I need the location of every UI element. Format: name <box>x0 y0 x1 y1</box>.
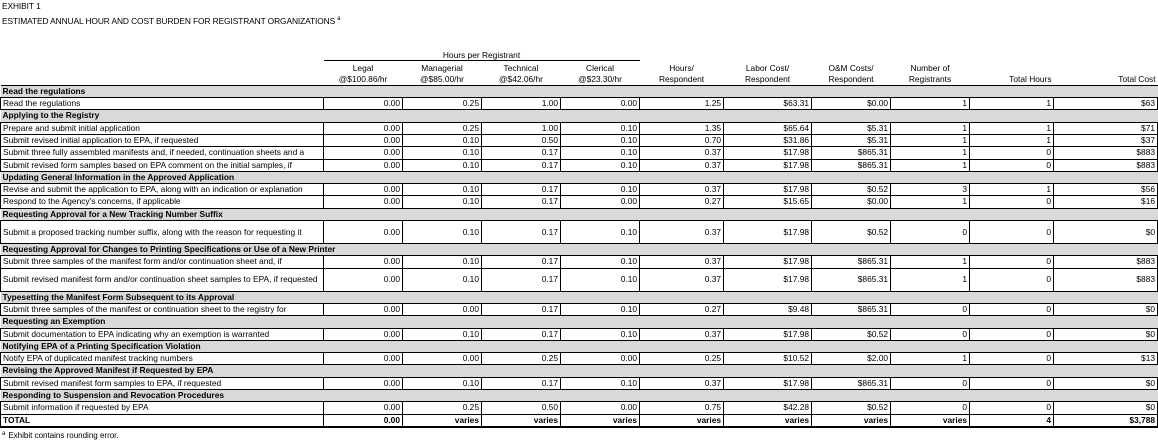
table-cell: $883 <box>1054 147 1158 159</box>
table-cell: 0.37 <box>640 328 724 340</box>
table-cell: 0.00 <box>324 196 403 208</box>
table-row <box>1 268 1158 291</box>
table-cell: 0 <box>970 159 1054 171</box>
section-title: Typesetting the Manifest Form Subsequent to its Approval <box>1 291 1158 303</box>
table-cell: 1 <box>891 159 970 171</box>
table-cell: 1 <box>970 98 1054 110</box>
table-cell: $865.31 <box>812 256 891 268</box>
section-header-row <box>1 291 1158 303</box>
section-title: Updating General Information in the Approved Application <box>1 171 1158 183</box>
table-cell: 3 <box>891 184 970 196</box>
table-cell: 0 <box>970 196 1054 208</box>
table-cell: 0 <box>970 303 1054 315</box>
column-header <box>640 60 724 85</box>
table-cell: varies <box>561 414 640 427</box>
table-cell: $63 <box>1054 98 1158 110</box>
table-cell: $0.52 <box>812 402 891 414</box>
table-cell: 1 <box>891 147 970 159</box>
table-cell: 0.10 <box>561 377 640 389</box>
column-header <box>724 60 812 85</box>
table-cell: 0.25 <box>482 353 561 365</box>
table-cell: 0.10 <box>403 184 482 196</box>
table-row <box>1 184 1158 196</box>
table-cell: 0.37 <box>640 268 724 291</box>
row-label: Submit a proposed tracking number suffix, along with the reason for requesting it <box>1 221 324 244</box>
table-cell: 0.37 <box>640 184 724 196</box>
table-cell: $17.98 <box>724 377 812 389</box>
row-label: Submit three samples of the manifest form and/or continuation sheet and, if <box>1 256 324 268</box>
section-header-row <box>1 340 1158 352</box>
column-header-line1: O&M Costs/ <box>828 62 874 73</box>
table-row <box>1 353 1158 365</box>
section-title: Requesting an Exemption <box>1 316 1158 328</box>
section-title: Applying to the Registry <box>1 110 1158 122</box>
exhibit-label: EXHIBIT 1 <box>2 1 41 11</box>
table-cell: varies <box>482 414 561 427</box>
table-cell: 0 <box>891 221 970 244</box>
table-cell: 4 <box>970 414 1054 427</box>
table-cell: 0.00 <box>324 256 403 268</box>
footnote-marker: a <box>2 430 6 437</box>
burden-table <box>0 49 1158 428</box>
section-title: Read the regulations <box>1 85 1158 97</box>
footnote <box>0 431 1137 440</box>
table-row <box>1 134 1158 146</box>
table-cell: 1 <box>891 256 970 268</box>
table-cell: 1.00 <box>482 98 561 110</box>
table-cell: varies <box>403 414 482 427</box>
section-header-row <box>1 316 1158 328</box>
table-cell: 0.00 <box>324 377 403 389</box>
table-cell: 0.10 <box>403 147 482 159</box>
column-header-line1: Hours/ <box>669 62 694 73</box>
table-cell: 0.25 <box>403 98 482 110</box>
table-cell: 1 <box>970 122 1054 134</box>
table-cell: 0.00 <box>324 147 403 159</box>
total-label: TOTAL <box>1 414 324 427</box>
table-cell: 0.70 <box>640 134 724 146</box>
table-cell: 0.00 <box>324 159 403 171</box>
row-label: Read the regulations <box>1 98 324 110</box>
section-header-row <box>1 208 1158 220</box>
table-row <box>1 159 1158 171</box>
table-cell: 0.00 <box>324 122 403 134</box>
column-header-line1: Managerial <box>421 62 463 73</box>
row-label: Submit revised manifest form and/or continuation sheet samples to EPA, if requested <box>1 268 324 291</box>
row-label: Submit documentation to EPA indicating why an exemption is warranted <box>1 328 324 340</box>
table-cell: 0.10 <box>403 134 482 146</box>
column-header-row <box>1 60 1158 85</box>
table-cell: 0 <box>970 147 1054 159</box>
table-cell: 0.17 <box>482 147 561 159</box>
table-cell: $0 <box>1054 402 1158 414</box>
table-cell: 1.35 <box>640 122 724 134</box>
table-cell: $0 <box>1054 328 1158 340</box>
table-cell: 0.00 <box>324 268 403 291</box>
section-title: Requesting Approval for a New Tracking Number Suffix <box>1 208 1158 220</box>
table-cell: $16 <box>1054 196 1158 208</box>
table-cell: 0.00 <box>324 414 403 427</box>
table-cell: 0.50 <box>482 402 561 414</box>
table-cell: 0 <box>970 402 1054 414</box>
row-label: Submit revised manifest form samples to EPA, if requested <box>1 377 324 389</box>
table-cell: $10.52 <box>724 353 812 365</box>
table-cell: 0.17 <box>482 328 561 340</box>
table-cell: 1.25 <box>640 98 724 110</box>
table-cell: 0.10 <box>561 221 640 244</box>
table-cell: 0 <box>970 221 1054 244</box>
column-header-line2: Respondent <box>828 73 874 84</box>
column-header-line2: Registrants <box>908 73 952 84</box>
table-cell: 1 <box>891 122 970 134</box>
table-cell: 1 <box>891 98 970 110</box>
table-cell: $42.28 <box>724 402 812 414</box>
section-title: Requesting Approval for Changes to Printing Specifications or Use of a New Printer <box>1 244 1158 256</box>
table-cell: $865.31 <box>812 377 891 389</box>
table-cell: 0.50 <box>482 134 561 146</box>
table-cell: 0.10 <box>403 328 482 340</box>
table-cell: $0.00 <box>812 98 891 110</box>
table-cell: 0.17 <box>482 377 561 389</box>
table-cell: 0.10 <box>403 196 482 208</box>
table-cell: 0.00 <box>561 353 640 365</box>
table-cell: $17.98 <box>724 256 812 268</box>
table-cell: 0.17 <box>482 268 561 291</box>
table-cell: $37 <box>1054 134 1158 146</box>
table-cell: 0.10 <box>403 159 482 171</box>
table-cell: 0.17 <box>482 196 561 208</box>
table-cell: $0.52 <box>812 328 891 340</box>
table-cell: 0 <box>970 353 1054 365</box>
column-header-line1: Technical <box>503 62 539 73</box>
column-header-line2: Total Hours <box>1009 73 1052 84</box>
table-cell: 0.27 <box>640 303 724 315</box>
table-cell: $5.31 <box>812 134 891 146</box>
table-row <box>1 303 1158 315</box>
table-cell: 0 <box>970 377 1054 389</box>
column-header-line1: Clerical <box>586 62 614 73</box>
table-cell: $65.64 <box>724 122 812 134</box>
column-header <box>891 60 970 85</box>
table-cell: 1 <box>891 196 970 208</box>
table-cell: $865.31 <box>812 303 891 315</box>
table-cell: $17.98 <box>724 147 812 159</box>
column-header <box>324 60 403 85</box>
column-header-line2: @$42.06/hr <box>499 73 543 84</box>
table-cell: 0.17 <box>482 221 561 244</box>
table-cell: 0.27 <box>640 196 724 208</box>
table-cell: $0 <box>1054 377 1158 389</box>
table-row <box>1 98 1158 110</box>
table-cell: $0.52 <box>812 184 891 196</box>
table-cell: $17.98 <box>724 268 812 291</box>
section-title: Notifying EPA of a Printing Specification Violation <box>1 340 1158 352</box>
column-header-line2: @$23.30/hr <box>578 73 622 84</box>
table-cell: 0.00 <box>324 328 403 340</box>
table-cell: 0 <box>970 268 1054 291</box>
table-cell: 0.00 <box>324 221 403 244</box>
exhibit-title <box>0 14 1137 27</box>
table-cell: $13 <box>1054 353 1158 365</box>
table-row <box>1 147 1158 159</box>
table-cell: 0.10 <box>561 147 640 159</box>
table-cell: $0 <box>1054 303 1158 315</box>
column-header <box>970 60 1054 85</box>
table-cell: 0.00 <box>561 196 640 208</box>
table-cell: 0.37 <box>640 221 724 244</box>
section-title: Responding to Suspension and Revocation Procedures <box>1 390 1158 402</box>
table-cell: 0.00 <box>324 402 403 414</box>
table-cell: varies <box>812 414 891 427</box>
title-note-marker: a <box>337 16 341 22</box>
table-cell: $17.98 <box>724 328 812 340</box>
row-label: Respond to the Agency's concerns, if applicable <box>1 196 324 208</box>
table-cell: $0 <box>1054 221 1158 244</box>
footnote-text: Exhibit contains rounding error. <box>8 430 119 440</box>
section-header-row <box>1 365 1158 377</box>
exhibit-title-text: ESTIMATED ANNUAL HOUR AND COST BURDEN FOR REGISTRANT ORGANIZATIONS <box>2 16 336 26</box>
table-cell: $63.31 <box>724 98 812 110</box>
table-cell: 0.37 <box>640 147 724 159</box>
table-cell: 0.10 <box>403 268 482 291</box>
column-header-line2: @$85.00/hr <box>420 73 464 84</box>
column-header-line1: Legal <box>352 62 374 73</box>
table-cell: $9.48 <box>724 303 812 315</box>
table-row <box>1 256 1158 268</box>
table-cell: 0 <box>891 328 970 340</box>
table-cell: 0 <box>891 377 970 389</box>
table-cell: 0.37 <box>640 377 724 389</box>
table-cell: 0 <box>891 303 970 315</box>
table-cell: 0.17 <box>482 159 561 171</box>
table-cell: $31.86 <box>724 134 812 146</box>
table-cell: 0 <box>891 402 970 414</box>
section-header-row <box>1 244 1158 256</box>
column-header-line1: Labor Cost/ <box>745 62 790 73</box>
table-cell: $17.98 <box>724 184 812 196</box>
section-title: Revising the Approved Manifest if Requested by EPA <box>1 365 1158 377</box>
table-cell: $865.31 <box>812 147 891 159</box>
table-cell: $865.31 <box>812 159 891 171</box>
table-row <box>1 328 1158 340</box>
table-cell: 0 <box>970 256 1054 268</box>
table-cell: 1.00 <box>482 122 561 134</box>
table-cell: 1 <box>970 184 1054 196</box>
table-cell: 0.10 <box>561 122 640 134</box>
table-cell: $865.31 <box>812 268 891 291</box>
section-header-row <box>1 85 1158 97</box>
table-row <box>1 221 1158 244</box>
table-cell: 0.10 <box>561 159 640 171</box>
table-cell: varies <box>891 414 970 427</box>
table-cell: 0.75 <box>640 402 724 414</box>
table-cell: 0.17 <box>482 303 561 315</box>
table-cell: 0.10 <box>403 377 482 389</box>
table-cell: 0.00 <box>324 353 403 365</box>
column-header-line1: Number of <box>910 62 950 73</box>
row-label: Submit revised initial application to EPA, if requested <box>1 134 324 146</box>
table-cell: 0.10 <box>561 184 640 196</box>
row-label: Submit three samples of the manifest or continuation sheet to the registry for <box>1 303 324 315</box>
table-cell: 0.25 <box>403 402 482 414</box>
table-cell: 1 <box>970 134 1054 146</box>
table-cell: $56 <box>1054 184 1158 196</box>
table-cell: varies <box>724 414 812 427</box>
table-cell: 0.25 <box>640 353 724 365</box>
column-header <box>1054 60 1158 85</box>
total-row <box>1 414 1158 427</box>
table-cell: 0.00 <box>561 402 640 414</box>
table-row <box>1 377 1158 389</box>
table-cell: 0.25 <box>403 122 482 134</box>
table-cell: 0.17 <box>482 256 561 268</box>
table-row <box>1 402 1158 414</box>
column-header-line2: Respondent <box>744 73 791 84</box>
table-cell: 0.10 <box>561 328 640 340</box>
table-cell: $5.31 <box>812 122 891 134</box>
table-cell: 0.10 <box>561 268 640 291</box>
table-cell: 0.37 <box>640 159 724 171</box>
table-cell: $15.65 <box>724 196 812 208</box>
table-cell: 1 <box>891 353 970 365</box>
row-label: Prepare and submit initial application <box>1 122 324 134</box>
table-cell: $17.98 <box>724 221 812 244</box>
column-header-line2: Total Cost <box>1118 73 1156 84</box>
table-cell: $883 <box>1054 159 1158 171</box>
table-cell: varies <box>640 414 724 427</box>
table-cell: $3,788 <box>1054 414 1158 427</box>
table-cell: $0.52 <box>812 221 891 244</box>
table-cell: $0.00 <box>812 196 891 208</box>
table-cell: 0.10 <box>561 256 640 268</box>
table-cell: 0.00 <box>561 98 640 110</box>
table-cell: $883 <box>1054 256 1158 268</box>
table-cell: 0.00 <box>324 134 403 146</box>
table-row <box>1 196 1158 208</box>
table-cell: $2.00 <box>812 353 891 365</box>
table-cell: 0 <box>970 328 1054 340</box>
table-cell: $71 <box>1054 122 1158 134</box>
section-header-row <box>1 171 1158 183</box>
table-cell: 1 <box>891 268 970 291</box>
column-header-line2: @$100.86/hr <box>338 73 388 84</box>
table-cell: 0.00 <box>324 184 403 196</box>
table-cell: 0.37 <box>640 256 724 268</box>
column-header <box>812 60 891 85</box>
table-cell: 0.00 <box>324 303 403 315</box>
section-header-row <box>1 390 1158 402</box>
table-cell: 0.00 <box>403 353 482 365</box>
row-label: Submit three fully assembled manifests and, if needed, continuation sheets and a <box>1 147 324 159</box>
table-cell: 1 <box>891 134 970 146</box>
table-body <box>1 85 1158 427</box>
column-header <box>482 60 561 85</box>
column-header <box>561 60 640 85</box>
table-cell: 0.17 <box>482 184 561 196</box>
column-header <box>403 60 482 85</box>
table-cell: $883 <box>1054 268 1158 291</box>
column-header-line2: Respondent <box>658 73 705 84</box>
table-cell: $17.98 <box>724 159 812 171</box>
table-cell: 0.10 <box>561 134 640 146</box>
row-label: Notify EPA of duplicated manifest tracking numbers <box>1 353 324 365</box>
row-label: Revise and submit the application to EPA, along with an indication or explanation <box>1 184 324 196</box>
table-cell: 0.10 <box>403 221 482 244</box>
row-label: Submit information if requested by EPA <box>1 402 324 414</box>
table-row <box>1 122 1158 134</box>
table-cell: 0.00 <box>403 303 482 315</box>
row-label: Submit revised form samples based on EPA comment on the initial samples, if <box>1 159 324 171</box>
table-cell: 0.10 <box>403 256 482 268</box>
hours-per-registrant-header: Hours per Registrant <box>324 49 640 60</box>
group-header-row <box>1 49 1158 60</box>
table-cell: 0.10 <box>561 303 640 315</box>
table-cell: 0.00 <box>324 98 403 110</box>
section-header-row <box>1 110 1158 122</box>
